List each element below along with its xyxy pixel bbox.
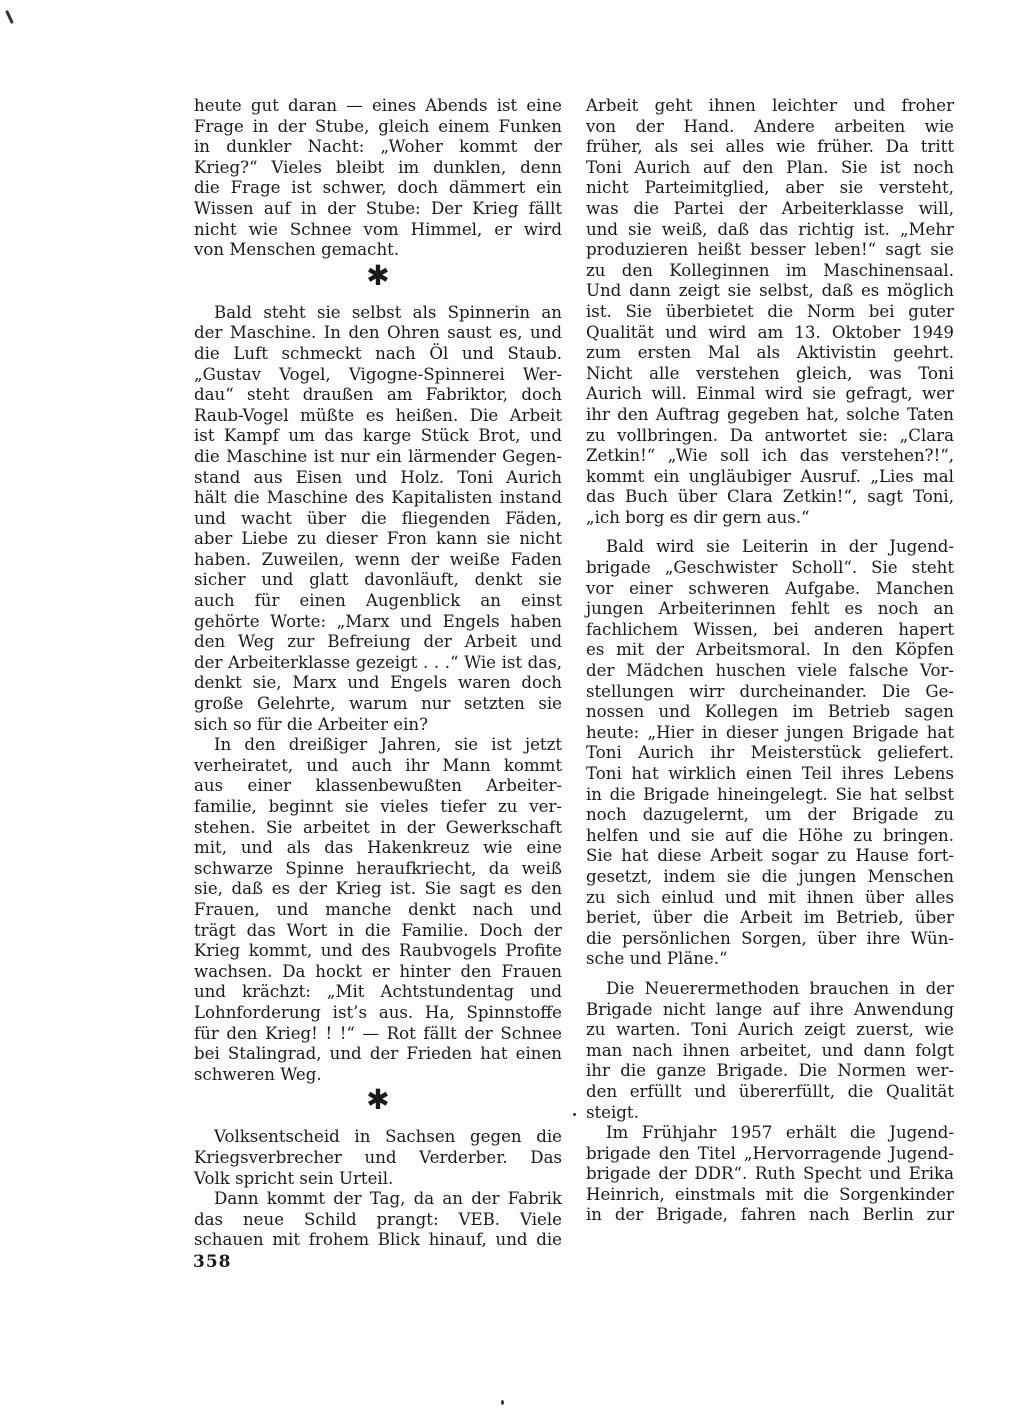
text-line: das Buch über Clara Zetkin!“, sagt Toni, [586, 487, 954, 507]
text-line: Zetkin!“ „Wie soll ich das verstehen?!“, [586, 446, 954, 466]
text-line: wachsen. Da hockt er hinter den Frauen [194, 961, 562, 981]
text-line: die Maschine ist nur ein lärmender Gegen- [194, 446, 562, 466]
text-line: und sie weiß, daß das richtig ist. „Mehr [586, 219, 954, 239]
text-line: Und dann zeigt sie selbst, daß es möglich [586, 281, 954, 301]
text-line: ihr die ganze Brigade. Die Normen wer- [586, 1061, 954, 1081]
text-line: der Mädchen huschen viele falsche Vor- [586, 661, 954, 681]
text-line: was die Partei der Arbeiterklasse will, [586, 198, 954, 218]
text-line: Die Neuerermethoden brauchen in der [606, 978, 954, 998]
text-line: denkt sie, Marx und Engels waren doch [194, 673, 562, 693]
text-line: gesetzt, indem sie die jungen Menschen [586, 866, 954, 886]
text-line: vor einer schweren Aufgabe. Manchen [586, 578, 954, 598]
text-line: Bald steht sie selbst als Spinnerin an [214, 302, 562, 322]
paragraph-gap [586, 970, 954, 979]
text-line: den erfüllt und übererfüllt, die Qualität [586, 1081, 954, 1101]
text-line: stand aus Eisen und Holz. Toni Aurich [194, 467, 562, 487]
text-line: hält die Maschine des Kapitalisten instand [194, 488, 562, 508]
text-line: Toni hat wirklich einen Teil ihres Lebens [586, 764, 954, 783]
text-line: Brigade nicht lange auf ihre Anwendung [586, 999, 954, 1019]
text-line: früher, als sei alles wie früher. Da tritt [586, 137, 954, 157]
text-line: stehen. Sie arbeitet in der Gewerkschaft [194, 817, 562, 837]
text-line: die Frage ist schwer, doch dämmert ein [194, 178, 562, 198]
text-line: Frage in der Stube, gleich einem Funken [194, 116, 562, 136]
text-line: dau“ steht draußen am Fabriktor, doch [194, 385, 562, 405]
text-line: sich so für die Arbeiter ein? [194, 714, 428, 734]
text-line: ist. Sie überbietet die Norm bei guter [586, 301, 954, 321]
text-line: heute gut daran — eines Abends ist eine [194, 96, 562, 115]
text-line: von der Hand. Andere arbeiten wie [586, 116, 954, 136]
text-line: gehörte Worte: „Marx und Engels haben [194, 611, 562, 631]
text-line: Kriegsverbrecher und Verderber. Das [194, 1147, 562, 1167]
section-separator-asterisk: ✱ [366, 1083, 390, 1117]
paragraph-volksentscheid [194, 1127, 562, 1189]
text-line: Nicht alle verstehen gleich, was Toni [586, 363, 954, 383]
text-line: „Gustav Vogel, Vigogne-Spinnerei Wer- [194, 364, 562, 384]
text-line: in die Brigade hineingelegt. Sie hat selbst [586, 784, 954, 804]
text-line: auch für einen Augenblick an einst [194, 591, 562, 611]
text-line: große Gelehrte, warum nur setzten sie [194, 694, 562, 714]
text-line: jungen Arbeiterinnen fehlt es noch an [586, 599, 954, 619]
text-line: Toni Aurich auf den Plan. Sie ist noch [586, 157, 954, 177]
right-column [586, 96, 954, 1226]
text-line: in der Brigade, fahren nach Berlin zur [586, 1205, 954, 1225]
text-line: kommt ein ungläubiger Ausruf. „Lies mal [586, 466, 954, 486]
text-line: Heinrich, einstmals mit die Sorgenkinder [586, 1184, 954, 1204]
text-line: zum ersten Mal als Aktivistin geehrt. [586, 343, 954, 363]
text-line: aus einer klassenbewußten Arbeiter- [194, 776, 562, 796]
text-line: trägt das Wort in die Familie. Doch der [194, 920, 562, 940]
text-line: und wacht über die fliegenden Fäden, [194, 508, 562, 528]
text-line: aber Liebe zu dieser Fron kann sie nicht [194, 529, 562, 549]
text-line: brigade den Titel „Hervorragende Jugend- [586, 1143, 954, 1163]
text-line: nicht wie Schnee vom Himmel, er wird [194, 219, 562, 239]
text-line: brigade der DDR“. Ruth Specht und Erika [586, 1164, 954, 1184]
paragraph-fruehjahr [586, 1123, 954, 1226]
text-line: zu sich einlud und mit ihnen über alles [586, 887, 954, 907]
text-line: In den dreißiger Jahren, sie ist jetzt [214, 735, 562, 755]
text-line: bei Stalingrad, und der Frieden hat einen [194, 1044, 562, 1064]
paragraph-arbeit [586, 96, 954, 528]
text-line: „ich borg es dir gern aus.“ [586, 507, 810, 527]
text-line: Aurich will. Einmal wird sie gefragt, wer [586, 384, 954, 404]
text-line: von Menschen gemacht. [194, 240, 400, 260]
text-line: Raub-Vogel müßte es heißen. Die Arbeit [194, 405, 562, 425]
text-line: verheiratet, und auch ihr Mann kommt [194, 755, 562, 775]
text-line: Wissen auf in der Stube: Der Krieg fällt [194, 198, 562, 218]
text-line: in dunkler Nacht: „Woher kommt der [194, 137, 562, 157]
text-line: ist Kampf um das karge Stück Brot, und [194, 426, 562, 446]
left-column [194, 96, 562, 1251]
paragraph-neuerer [586, 979, 954, 1123]
text-line: haben. Zuweilen, wenn der weiße Faden [194, 549, 562, 569]
text-line: Krieg kommt, und des Raubvogels Profite [194, 941, 562, 961]
text-line: ihr den Auftrag gegeben hat, solche Taten [586, 404, 954, 424]
text-line: es mit der Arbeitsmoral. In den Köpfen [586, 640, 954, 660]
paragraph-leiterin [586, 537, 954, 969]
text-line: fachlichem Wissen, bei anderen hapert [586, 619, 954, 639]
page-number: 358 [193, 1252, 232, 1272]
text-line: Dann kommt der Tag, da an der Fabrik [214, 1189, 562, 1209]
text-line: Sie hat diese Arbeit sogar zu Hause fort- [586, 846, 954, 866]
text-line: Volk spricht sein Urteil. [194, 1168, 394, 1188]
text-line: stellungen wirr durcheinander. Die Ge- [586, 681, 954, 701]
text-line: man nach ihnen arbeitet, und dann folgt [586, 1040, 954, 1060]
text-line: familie, beginnt sie vieles tiefer zu ver- [194, 797, 562, 816]
text-line: sche und Pläne.“ [586, 949, 728, 969]
text-line: für den Krieg! ! !“ — Rot fällt der Schnee [194, 1023, 562, 1043]
text-line: brigade „Geschwister Scholl“. Sie steht [586, 558, 954, 578]
text-line: Im Frühjahr 1957 erhält die Jugend- [606, 1123, 954, 1143]
text-line: Qualität und wird am 13. Oktober 1949 [586, 322, 954, 342]
text-line: der Arbeiterklasse gezeigt . . .“ Wie ist das, [194, 652, 562, 672]
paragraph-dreissiger [194, 735, 562, 1085]
scan-speck [501, 1400, 504, 1405]
text-line: sicher und glatt davonläuft, denkt sie [194, 570, 562, 590]
text-line: produzieren heißt besser leben!“ sagt sie [586, 240, 954, 260]
text-line: nicht Parteimitglied, aber sie versteht, [586, 178, 954, 198]
text-line: schwarze Spinne heraufkriecht, da weiß [194, 858, 562, 878]
text-line: Bald wird sie Leiterin in der Jugend- [606, 537, 954, 557]
text-line: Arbeit geht ihnen leichter und froher [586, 96, 954, 115]
text-line: die Luft schmeckt nach Öl und Staub. [194, 343, 562, 363]
section-separator-asterisk: ✱ [366, 258, 390, 292]
scan-speck [5, 10, 14, 24]
text-line: zu vollbringen. Da antwortet sie: „Clara [586, 425, 954, 445]
text-line: noch dazugelernt, um der Brigade zu [586, 805, 954, 825]
text-line: steigt. [586, 1102, 639, 1122]
text-line: Krieg?“ Vieles bleibt im dunklen, denn [194, 157, 562, 177]
text-line: der Maschine. In den Ohren saust es, und [194, 323, 562, 343]
paragraph-gap [586, 528, 954, 537]
text-line: die persönlichen Sorgen, über ihre Wün- [586, 928, 954, 948]
paragraph-spinnerin [194, 303, 562, 735]
text-line: Frauen, und manche denkt nach und [194, 899, 562, 919]
text-line: und krächzt: „Mit Achtstundentag und [194, 982, 562, 1002]
paragraph-veb [194, 1189, 562, 1251]
paragraph-intro [194, 96, 562, 261]
text-line: heute: „Hier in dieser jungen Brigade hat [586, 722, 954, 742]
text-line: das neue Schild prangt: VEB. Viele [194, 1209, 562, 1229]
text-line: nossen und Kollegen im Betrieb sagen [586, 702, 954, 722]
text-line: Volksentscheid in Sachsen gegen die [214, 1127, 562, 1147]
text-line: zu warten. Toni Aurich zeigt zuerst, wie [586, 1020, 954, 1040]
text-line: schauen mit frohem Blick hinauf, und die [194, 1230, 562, 1250]
text-line: beriet, über die Arbeit im Betrieb, über [586, 908, 954, 928]
text-line: sie, daß es der Krieg ist. Sie sagt es den [194, 879, 562, 899]
text-line: Toni Aurich ihr Meisterstück geliefert. [586, 743, 954, 763]
text-line: Lohnforderung ist’s aus. Ha, Spinnstoffe [194, 1002, 562, 1022]
text-line: mit, und als das Hakenkreuz wie eine [194, 838, 562, 858]
text-line: helfen und sie auf die Höhe zu bringen. [586, 825, 954, 845]
text-line: zu den Kolleginnen im Maschinensaal. [586, 260, 954, 280]
text-line: den Weg zur Befreiung der Arbeit und [194, 632, 562, 652]
scan-speck [573, 1113, 576, 1116]
text-line: schweren Weg. [194, 1064, 322, 1084]
